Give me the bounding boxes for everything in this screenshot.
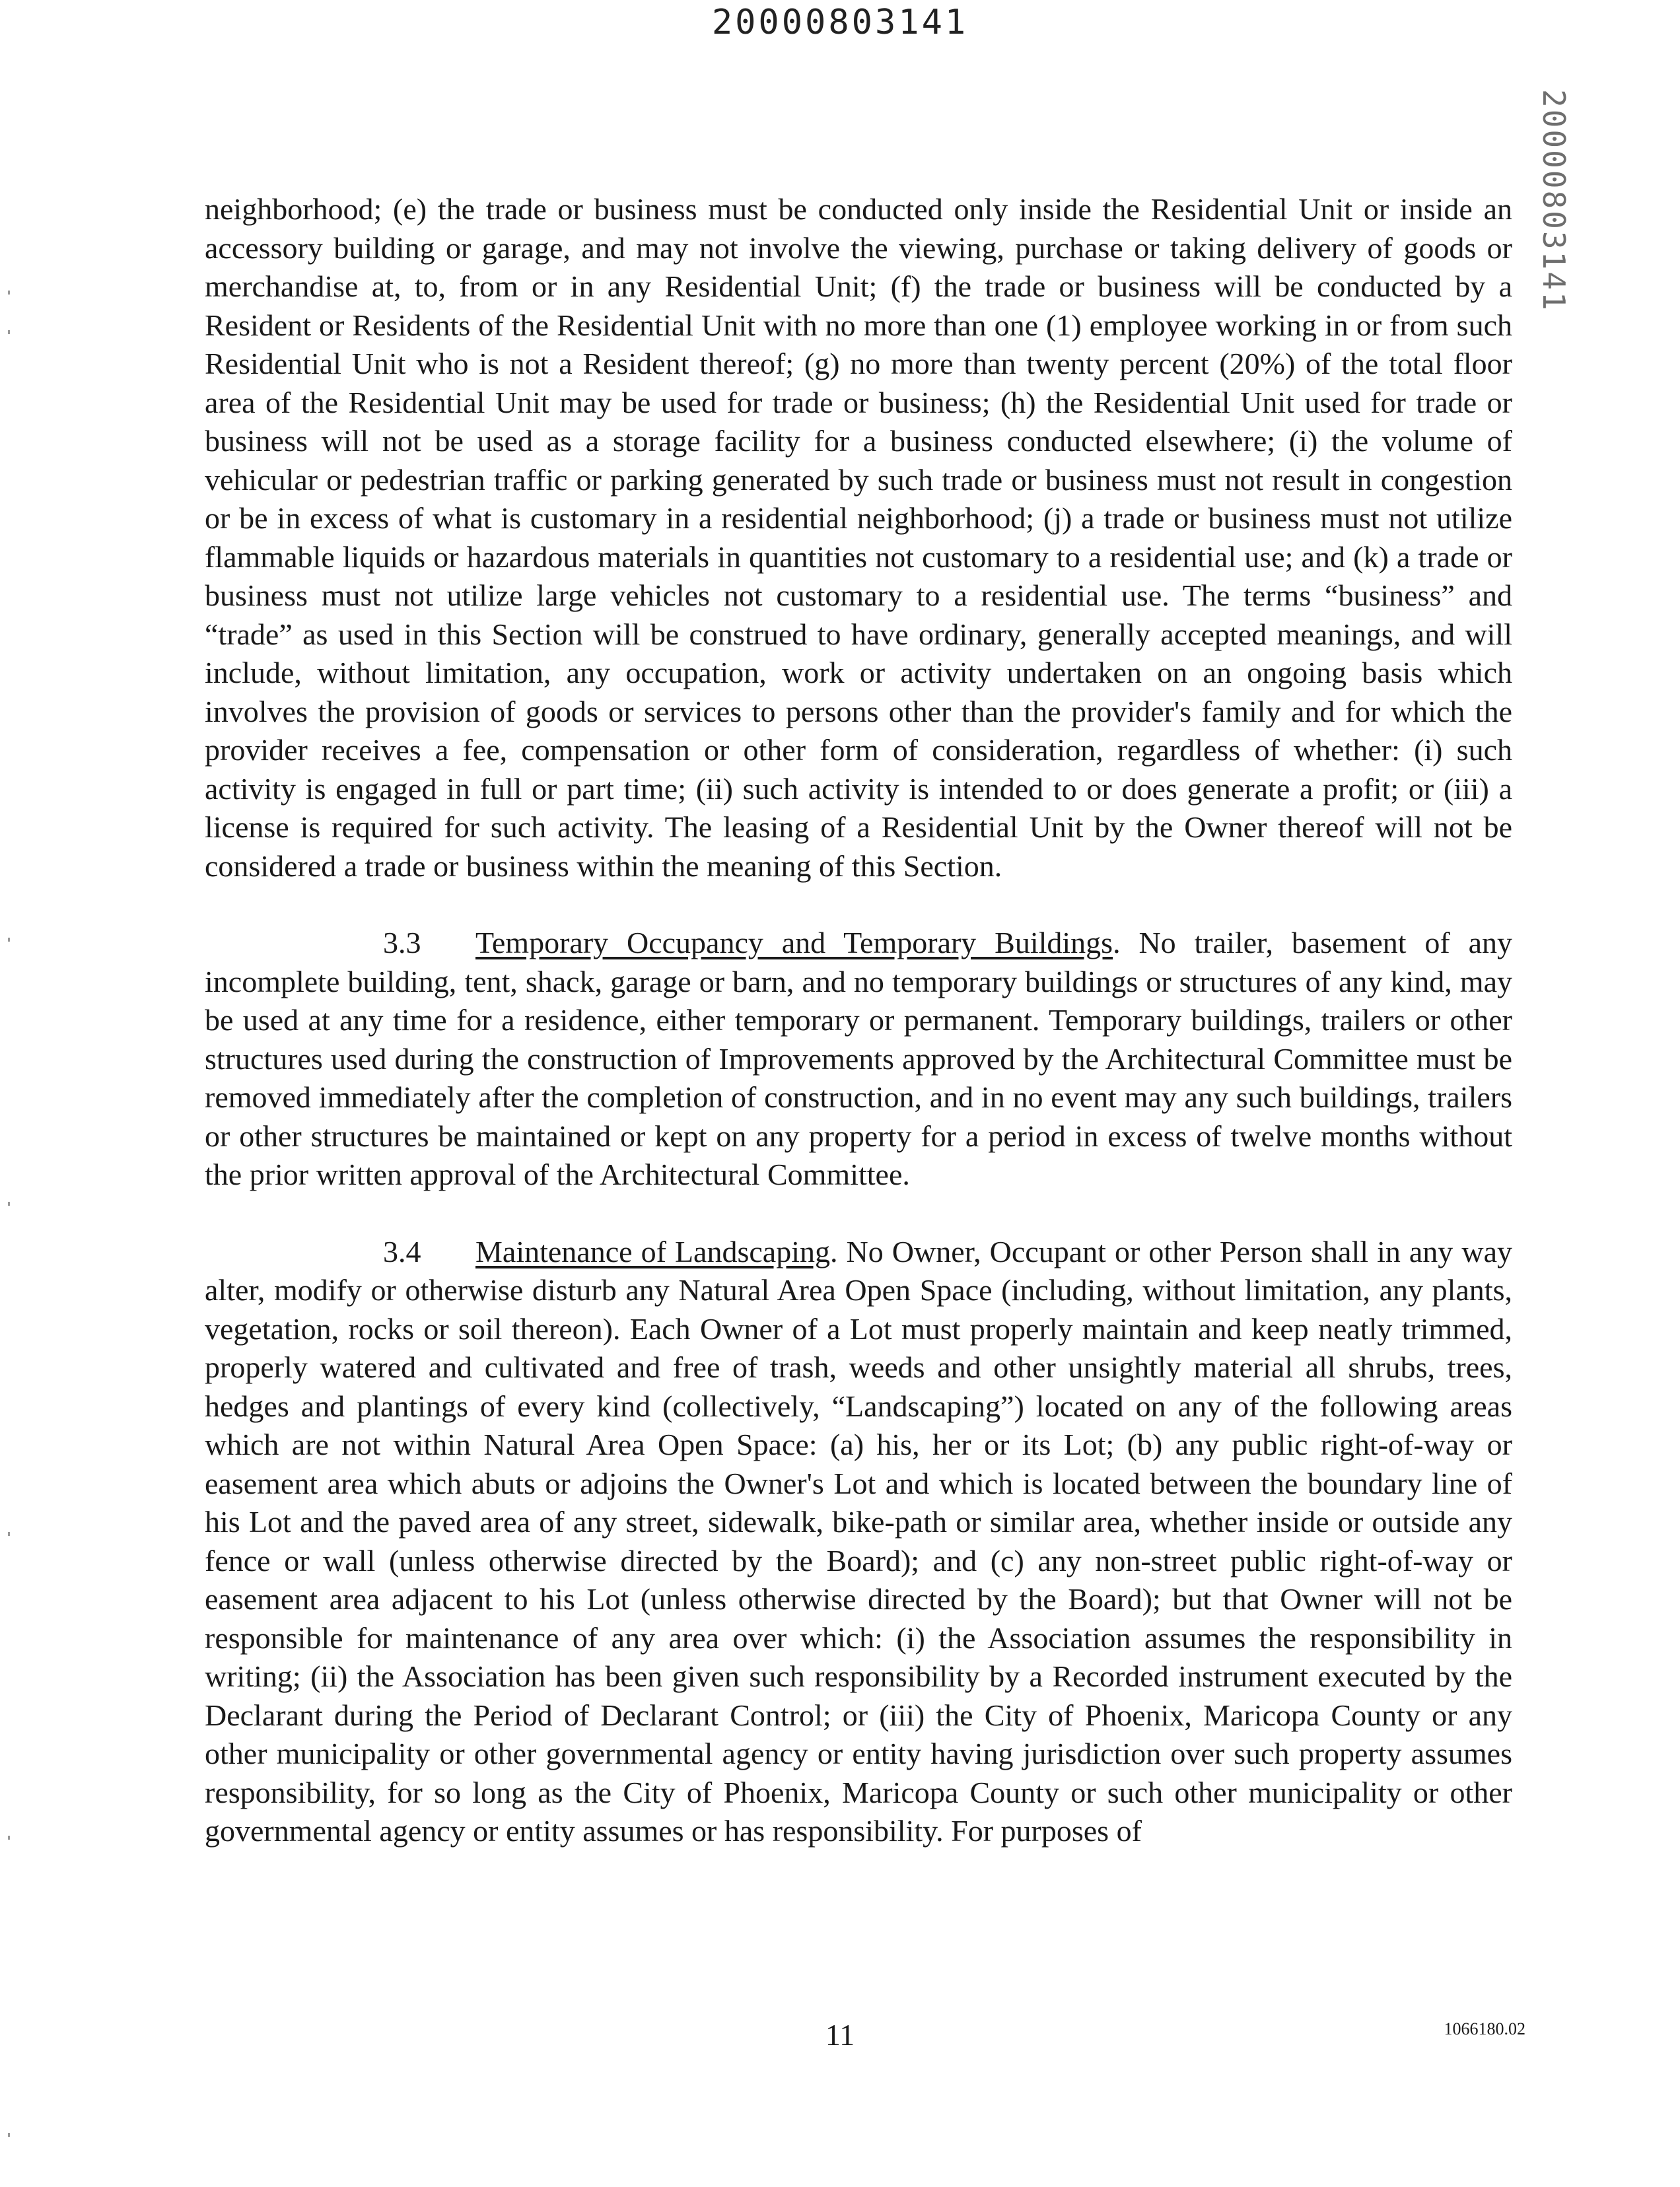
document-body <box>205 190 1512 1851</box>
scan-speck <box>8 1202 10 1206</box>
scan-speck <box>8 2133 10 2137</box>
recording-number-stamp: 20000803141 <box>711 3 969 42</box>
paragraph-home-business: neighborhood; (e) the trade or business must be conducted only inside the Residential Unit or inside an accessory building or garage, and may not involve the viewing, purchase or taking delivery of goods or merchandise at, to, from or in any Residential Unit; (f) the trade or business will be conducted by a Resident or Residents of the Residential Unit with no more than one (1) employee working in or from such Residential Unit who is not a Resident thereof; (g) no more than twenty percent (20%) of the total floor area of the Residential Unit may be used for trade or business; (h) the Residential Unit used for trade or business will not be used as a storage facility for a business conducted elsewhere; (i) the volume of vehicular or pedestrian traffic or parking generated by such trade or business must not result in congestion or be in excess of what is customary in a residential neighborhood; (j) a trade or business must not utilize flammable liquids or hazardous materials in quantities not customary to a residential use; and (k) a trade or business must not utilize large vehicles not customary to a residential use. The terms “business” and “trade” as used in this Section will be construed to have ordinary, generally accepted meanings, and will include, without limitation, any occupation, work or activity undertaken on an ongoing basis which involves the provision of goods or services to persons other than the provider's family and for which the provider receives a fee, compensation or other form of consideration, regardless of whether: (i) such activity is engaged in full or part time; (ii) such activity is intended to or does generate a profit; or (iii) a license is required for such activity. The leasing of a Residential Unit by the Owner thereof will not be considered a trade or business within the meaning of this Section. <box>205 192 1512 883</box>
side-recording-number-stamp: 20000803141 <box>1536 89 1572 312</box>
section-text: . No Owner, Occupant or other Person shall in any way alter, modify or otherwise disturb any Natural Area Open Space (including, without limitation, any plants, vegetation, rocks or soil thereon). Each Owner of a Lot must properly maintain and keep neatly trimmed, properly watered and cultivated and free of trash, weeds and other unsightly material all shrubs, trees, hedges and plantings of every kind (collectively, “Landscaping”) located on any of the following areas which are not within Natural Area Open Space: (a) his, her or its Lot; (b) any public right-of-way or easement area which abuts or adjoins the Owner's Lot and which is located between the boundary line of his Lot and the paved area of any street, sidewalk, bike-path or similar area, whether inside or outside any fence or wall (unless otherwise directed by the Board); and (c) any non-street public right-of-way or easement area adjacent to his Lot (unless otherwise directed by the Board); but that Owner will not be responsible for maintenance of any area over which: (i) the Association assumes the responsibility in writing; (ii) the Association has been given such responsibility by a Recorded instrument executed by the Declarant during the Period of Declarant Control; or (iii) the City of Phoenix, Maricopa County or any other municipality or other governmental agency or entity having jurisdiction over such property assumes responsibility, for so long as the City of Phoenix, Maricopa County or such other municipality or other governmental agency or entity assumes or has responsibility. For purposes of <box>205 1234 1512 1848</box>
page-number: 11 <box>825 2018 855 2052</box>
scan-speck <box>8 330 10 334</box>
scan-speck <box>8 1836 10 1840</box>
section-number: 3.4 <box>383 1234 421 1268</box>
section-title: Maintenance of Landscaping <box>475 1234 830 1268</box>
scan-speck <box>8 1532 10 1536</box>
scan-speck <box>8 291 10 295</box>
section-3-3 <box>205 924 1512 1195</box>
section-number: 3.3 <box>383 926 421 959</box>
document-code: 1066180.02 <box>1444 2019 1525 2038</box>
section-3-4 <box>205 1233 1512 1851</box>
section-text: . No trailer, basement of any incomplete building, tent, shack, garage or barn, and no temporary buildings or structures of any kind, may be used at any time for a residence, either temporary or permanent. Temporary buildings, trailers or other structures used during the construction of Improvements approved by the Architectural Committee must be removed immediately after the completion of construction, and in no event may any such buildings, trailers or other structures be maintained or kept on any property for a period in excess of twelve months without the prior written approval of the Architectural Committee. <box>205 926 1512 1191</box>
scan-speck <box>8 938 10 942</box>
section-title: Temporary Occupancy and Temporary Buildings <box>475 926 1113 959</box>
